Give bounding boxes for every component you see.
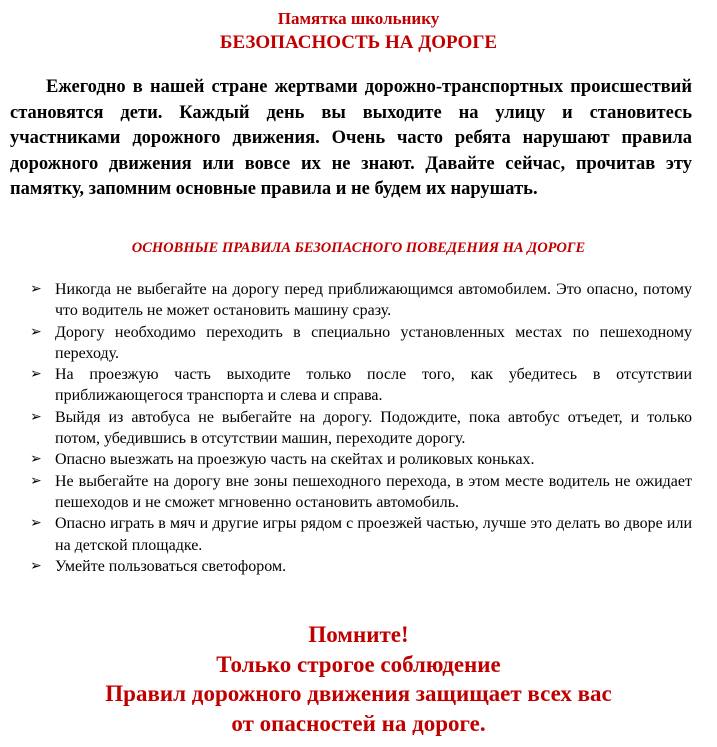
reminder-block [0,620,717,738]
arrow-bullet-icon: ➢ [30,367,42,383]
rule-item [30,322,692,365]
rules-list [30,279,692,577]
rule-text: Не выбегайте на дорогу вне зоны пешеходного перехода, в этом месте водитель не ожидает пешеходов и не сможет мгновенно остановить автомобиль. [55,472,692,511]
reminder-line: от опасностей на дороге. [231,710,486,736]
rule-item [30,449,692,470]
arrow-bullet-icon: ➢ [30,324,42,340]
arrow-bullet-icon: ➢ [30,558,42,574]
rule-item [30,364,692,407]
reminder-line: Помните! [308,622,409,647]
arrow-bullet-icon: ➢ [30,473,42,489]
rule-text: Опасно играть в мяч и другие игры рядом с проезжей частью, лучше это делать во дворе или на детской площадке. [55,515,692,554]
rule-text: Опасно выезжать на проезжую часть на скейтах и роликовых коньках. [55,451,535,469]
intro-paragraph: Ежегодно в нашей стране жертвами дорожно-транспортных происшествий становятся дети. Каждый день вы выходите на улицу и становитесь участниками дорожного движения. Очень часто ребята нарушают правила дорожного движения или вовсе их не знают. Давайте сейчас, прочитав эту памятку, запомним основные правила и не будем их нарушать. [10,77,692,199]
rule-text: На проезжую часть выходите только после того, как убедитесь в отсутствии приближающегося транспорта и слева и справа. [55,366,692,405]
memo-title: Памятка школьнику [277,9,440,28]
rule-text: Выйдя из автобуса не выбегайте на дорогу. Подождите, пока автобус отъедет, и только потом, убедившись в отсутствии машин, переходите дорогу. [55,408,692,448]
rule-item [30,279,692,322]
rule-item [30,471,692,514]
rule-text: Никогда не выбегайте на дорогу перед приближающимся автомобилем. Это опасно, потому что водитель не может остановить машину сразу. [55,281,692,320]
reminder-line: Правил дорожного движения защищает всех вас [105,681,612,706]
rule-item [30,513,692,556]
reminder-line: Только строгое соблюдение [216,651,501,677]
rule-item [30,556,692,577]
rule-text: Умейте пользоваться светофором. [55,557,287,575]
arrow-bullet-icon: ➢ [30,409,42,425]
arrow-bullet-icon: ➢ [30,516,42,532]
rule-text: Дорогу необходимо переходить в специально установленных местах по пешеходному переходу. [55,323,692,362]
arrow-bullet-icon: ➢ [30,452,42,468]
rules-heading: ОСНОВНЫЕ ПРАВИЛА БЕЗОПАСНОГО ПОВЕДЕНИЯ НА ДОРОГЕ [131,240,586,256]
rule-item [30,407,692,450]
arrow-bullet-icon: ➢ [30,282,42,297]
memo-subtitle: БЕЗОПАСНОСТЬ НА ДОРОГЕ [219,32,498,53]
